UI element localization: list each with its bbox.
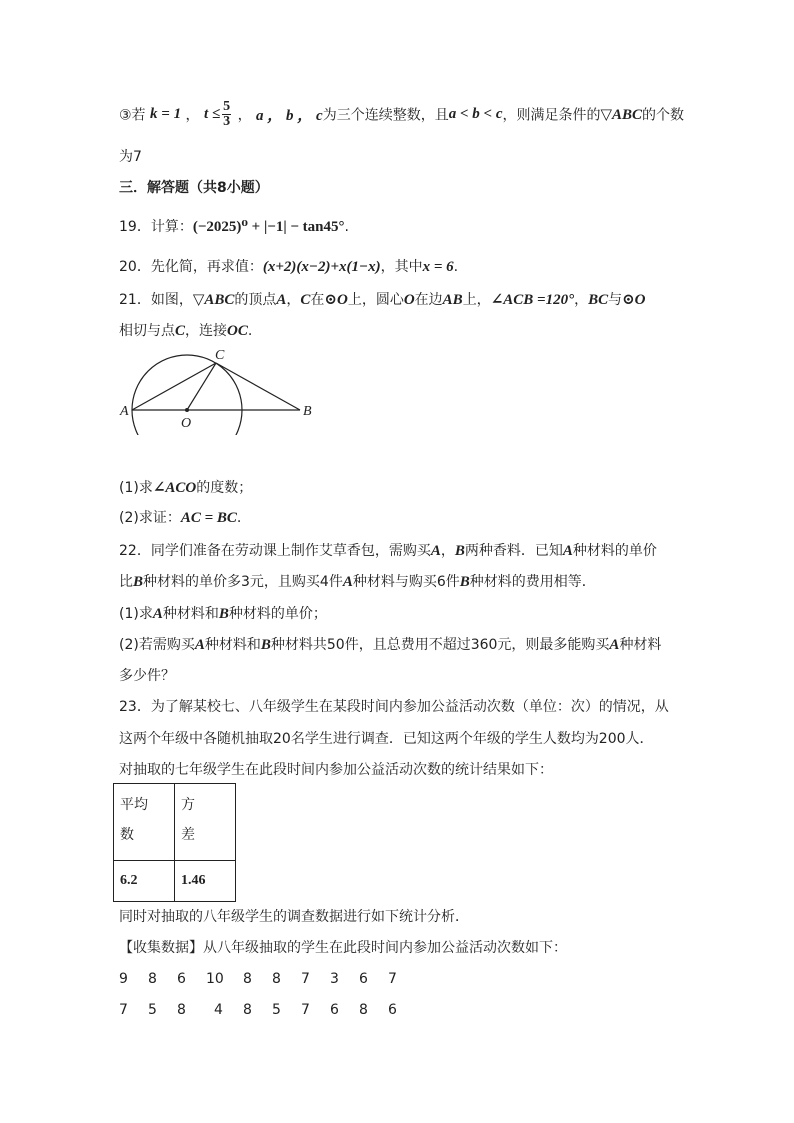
q22-A: A bbox=[152, 606, 163, 622]
q21-text: 与 bbox=[608, 292, 623, 308]
q21-tri: ▽ABC bbox=[192, 292, 235, 308]
q20-cond: x = 6 bbox=[422, 259, 454, 275]
q21-angle: ∠ACB =120° bbox=[490, 292, 575, 308]
data-value: 6 bbox=[330, 1002, 339, 1018]
q21-expr: ∠ACO bbox=[152, 480, 197, 496]
q20-mid: ，其中 bbox=[380, 259, 423, 275]
q22-A: A bbox=[609, 637, 620, 653]
label-O: O bbox=[181, 416, 192, 431]
q21-C: C bbox=[175, 323, 186, 339]
data-value: 8 bbox=[177, 1002, 186, 1018]
q19-expr: (−2025)⁰ + |−1| − tan45° bbox=[192, 219, 345, 235]
label-C: C bbox=[215, 348, 225, 363]
q23-line2: 这两个年级中各随机抽取20名学生进行调查．已知这两个年级的学生人数均为200人． bbox=[119, 731, 654, 747]
label-B: B bbox=[303, 404, 312, 419]
data-value: 8 bbox=[243, 971, 252, 987]
q23-line4: 同时对抽取的八年级学生的调查数据进行如下统计分析． bbox=[119, 909, 469, 925]
q21-part2 bbox=[119, 507, 241, 527]
q22-line2 bbox=[119, 571, 596, 591]
data-value: 6 bbox=[388, 1002, 397, 1018]
data-value: 7 bbox=[119, 1002, 128, 1018]
q23-line1: 23．为了解某校七、八年级学生在某段时间内参加公益活动次数（单位：次）的情况，从 bbox=[119, 699, 669, 715]
segment-OC bbox=[187, 363, 216, 410]
q21-text: . bbox=[247, 323, 253, 339]
q22-part1 bbox=[119, 603, 327, 623]
data-value: 3 bbox=[330, 971, 339, 987]
q21-text: 的顶点 bbox=[234, 292, 277, 308]
q22-B: B bbox=[459, 574, 470, 590]
data-value: 7 bbox=[388, 971, 397, 987]
data-value: 7 bbox=[301, 1002, 310, 1018]
q21-text: ，连接 bbox=[185, 323, 228, 339]
q18-vars: a ， b ， c bbox=[256, 108, 323, 124]
segment-CB bbox=[216, 363, 300, 410]
q22-text: 22．同学们准备在劳动课上制作艾草香包，需购买 bbox=[119, 543, 431, 559]
data-row-2 bbox=[119, 1002, 417, 1018]
q23-line5: 【收集数据】从八年级抽取的学生在此段时间内参加公益活动次数如下： bbox=[119, 940, 567, 956]
q21-circle-O: ⊙O bbox=[622, 292, 646, 308]
q18-fraction: $\frac{5}{3}$ bbox=[223, 99, 231, 129]
q20-suffix: . bbox=[453, 259, 459, 275]
q21-text: 上，圆心 bbox=[347, 292, 404, 308]
data-value: 10 bbox=[206, 971, 224, 987]
q21-expr: AC = BC bbox=[180, 510, 237, 526]
q20 bbox=[119, 256, 458, 276]
data-value: 7 bbox=[301, 971, 310, 987]
q21-AB: AB bbox=[442, 292, 463, 308]
q22-text: 种材料和 bbox=[204, 637, 261, 653]
q22-A: A bbox=[194, 637, 205, 653]
q22-text: 比 bbox=[119, 574, 133, 590]
q18-prefix: ③若 bbox=[119, 107, 146, 124]
q18-text3: 的个数 bbox=[642, 107, 685, 124]
q21-text: ， bbox=[286, 292, 301, 308]
data-value: 5 bbox=[148, 1002, 157, 1018]
q22-text: 种材料 bbox=[619, 637, 662, 653]
q20-prefix: 20．先化简，再求值： bbox=[119, 259, 263, 275]
q22-text: 种材料的单价； bbox=[228, 606, 327, 622]
q21-text: 上， bbox=[462, 292, 491, 308]
data-value: 6 bbox=[177, 971, 186, 987]
q18-text2: ，则满足条件的 bbox=[502, 107, 601, 124]
q21-text: ， bbox=[574, 292, 589, 308]
q18-part3-line1: ③若 k = 1 ， t ≤ $\frac{5}{3}$ ， a ， b ， c为三个连续整数，且a < b < c，则满足条件的▽ABC的个数 bbox=[119, 99, 685, 129]
q18-t-le: t ≤ bbox=[203, 106, 221, 122]
q18-line2: 为7 bbox=[119, 149, 142, 165]
q22-A: A bbox=[430, 543, 441, 559]
q18-ineq: a < b < c bbox=[448, 106, 503, 122]
q22-B: B bbox=[260, 637, 271, 653]
q22-B: B bbox=[454, 543, 465, 559]
q22-text: 种材料的费用相等． bbox=[469, 574, 596, 590]
q22-text: 两种香料．已知 bbox=[464, 543, 563, 559]
segment-AC bbox=[132, 363, 216, 410]
header-variance: 方 差 bbox=[175, 784, 236, 861]
q22-text: 种材料的单价 bbox=[572, 543, 657, 559]
q21-OC: OC bbox=[227, 323, 248, 339]
data-value: 5 bbox=[272, 1002, 281, 1018]
q22-text: 种材料和 bbox=[162, 606, 219, 622]
q20-expr: (x+2)(x−2)+x(1−x) bbox=[262, 259, 381, 275]
q21-figure bbox=[115, 345, 325, 435]
data-value: 9 bbox=[119, 971, 128, 987]
q21-text: 的度数； bbox=[196, 480, 253, 496]
data-value: 4 bbox=[214, 1002, 223, 1018]
q21-circle-O: ⊙O bbox=[324, 292, 348, 308]
data-value: 8 bbox=[243, 1002, 252, 1018]
data-row-1 bbox=[119, 971, 417, 987]
q22-text: ， bbox=[440, 543, 455, 559]
value-mean: 6.2 bbox=[114, 861, 175, 902]
q21-text: (2)求证： bbox=[119, 510, 181, 526]
q18-k-eq: k = 1 bbox=[150, 106, 182, 122]
stats-table bbox=[113, 783, 236, 902]
q21-text: 相切与点 bbox=[119, 323, 175, 339]
q21-text: 21．如图， bbox=[119, 292, 193, 308]
q22-A: A bbox=[562, 543, 573, 559]
q21-C: C bbox=[300, 292, 311, 308]
data-value: 8 bbox=[272, 971, 281, 987]
q21-text: 在 bbox=[310, 292, 325, 308]
label-A: A bbox=[120, 404, 129, 419]
q19-prefix: 19．计算： bbox=[119, 219, 193, 235]
q22-part2 bbox=[119, 634, 661, 654]
q22-part2-line2: 多少件？ bbox=[119, 668, 175, 684]
q22-text: 种材料的单价多3元，且购买4件 bbox=[143, 574, 343, 590]
q19 bbox=[119, 216, 349, 236]
q22-text: (2)若需购买 bbox=[119, 637, 195, 653]
center-point bbox=[185, 408, 189, 412]
q23-line3: 对抽取的七年级学生在此段时间内参加公益活动次数的统计结果如下： bbox=[119, 762, 553, 778]
q22-A: A bbox=[342, 574, 353, 590]
q21-O: O bbox=[403, 292, 415, 308]
q22-text: (1)求 bbox=[119, 606, 153, 622]
q21-text: . bbox=[236, 510, 242, 526]
section-heading: 三．解答题（共8小题） bbox=[119, 180, 269, 196]
q21-BC: BC bbox=[588, 292, 609, 308]
q21-line2 bbox=[119, 320, 252, 340]
q22-B: B bbox=[133, 574, 144, 590]
header-mean: 平均 数 bbox=[114, 784, 175, 861]
q22-text: 种材料与购买6件 bbox=[352, 574, 460, 590]
data-value: 8 bbox=[359, 1002, 368, 1018]
q22-text: 种材料共50件，且总费用不超过360元，则最多能购买 bbox=[270, 637, 610, 653]
data-value: 8 bbox=[148, 971, 157, 987]
q21-part1 bbox=[119, 477, 252, 497]
q19-suffix: . bbox=[344, 219, 349, 235]
data-value: 6 bbox=[359, 971, 368, 987]
q18-tri: ▽ABC bbox=[600, 107, 643, 123]
q18-text1: 为三个连续整数，且 bbox=[322, 107, 449, 124]
q21-text: (1)求 bbox=[119, 480, 153, 496]
value-variance: 1.46 bbox=[175, 861, 236, 902]
q21-line1 bbox=[119, 289, 646, 309]
q21-text: 在边 bbox=[414, 292, 443, 308]
q22-B: B bbox=[218, 606, 229, 622]
q22-line1 bbox=[119, 540, 657, 560]
q21-A: A bbox=[276, 292, 287, 308]
